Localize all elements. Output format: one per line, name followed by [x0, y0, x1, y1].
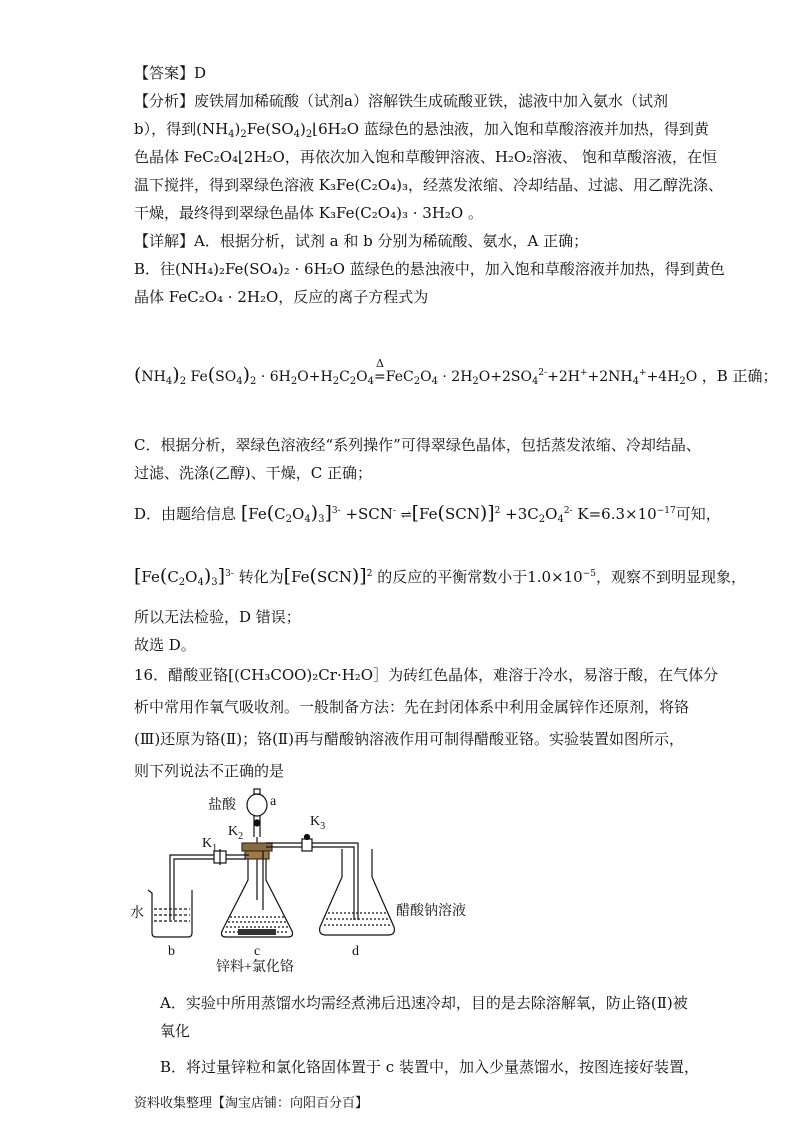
- apparatus-diagram: [130, 785, 490, 975]
- answer-value: D: [194, 64, 207, 82]
- threshold-exponent: −5: [582, 569, 597, 579]
- detail-text-a: A．根据分析，试剂 a 和 b 分别为稀硫酸、氨水，A 正确；: [194, 232, 589, 250]
- detail-text-d1a: D．由题给信息: [134, 505, 237, 523]
- q16-line-3: (Ⅲ)还原为铬(Ⅱ)；铬(Ⅱ)再与醋酸钠溶液作用可制得醋酸亚铬。实验装置如图所示，: [134, 730, 684, 748]
- label-zinc-chromium: 锌料+氯化铬: [216, 960, 294, 975]
- detail-text-d2b: 的反应的平衡常数小于1.0×10: [377, 568, 583, 586]
- k-exponent: −17: [656, 506, 676, 516]
- option-a-line-2: 氧化: [160, 1022, 191, 1040]
- formula-nh4-fe-so4: $(NH_4)_2Fe(SO_4)_2⌊$: [196, 120, 319, 140]
- detail-line-c1: C．根据分析，翠绿色溶液经“系列操作”可得翠绿色晶体，包括蒸发浓缩、冷却结晶、: [134, 436, 701, 454]
- answer-line: [134, 63, 206, 83]
- q16-line-1: 16．醋酸亚铬[(CH₃COO)₂Cr·H₂O］为砖红色晶体，难溶于冷水，易溶于酸，在气体分: [134, 666, 719, 684]
- equation-b-correct: ，B 正确；: [701, 367, 778, 385]
- answer-label: 【答案】: [134, 64, 195, 82]
- detail-line-a: [134, 231, 588, 251]
- conical-flask-d: [320, 849, 395, 935]
- analysis-text-2a: b），得到: [134, 120, 197, 138]
- label-k3: $K_3$: [310, 814, 326, 832]
- detail-line-b2: 晶体 FeC₂O₄ · 2H₂O，反应的离子方程式为: [134, 288, 429, 306]
- detail-text-d2a: 转化为: [238, 568, 284, 586]
- label-sodium-acetate: 醋酸钠溶液: [396, 904, 466, 919]
- analysis-text-2b: 6H₂O 蓝绿色的悬浊液，加入饱和草酸溶液并加热，得到黄: [318, 120, 709, 138]
- analysis-line-2: [134, 119, 709, 139]
- analysis-line-1: [134, 91, 668, 111]
- label-k1: $K_1$: [202, 836, 218, 854]
- q16-line-2: 析中常用作氧气吸收剂。一般制备方法：先在封闭体系中利用金属锌作还原剂，将铬: [134, 698, 690, 716]
- label-k2: $K_2$: [228, 824, 244, 842]
- analysis-text-1: 废铁屑加稀硫酸（试剂a）溶解铁生成硫酸亚铁，滤液中加入氨水（试剂: [194, 92, 668, 110]
- analysis-text-3a: 色晶体 FeC₂O₄: [134, 148, 239, 166]
- analysis-line-4: 温下搅拌，得到翠绿色溶液 K₃Fe(C₂O₄)₃，经蒸发浓缩、冷却结晶、过滤、用乙醇洗涤、: [134, 176, 723, 194]
- equilibrium-constant: K=6.3×10: [577, 505, 657, 523]
- dot-glyph: ⌊: [238, 148, 244, 166]
- label-c: c: [254, 944, 261, 959]
- label-water: 水: [130, 906, 144, 921]
- option-a-line-1: A．实验中所用蒸馏水均需经煮沸后迅速冷却，目的是去除溶解氧，防止铬(Ⅱ)被: [160, 994, 688, 1012]
- analysis-text-3b: 2H₂O，再依次加入饱和草酸钾溶液、H₂O₂溶液、 饱和草酸溶液，在恒: [243, 148, 718, 166]
- analysis-label: 【分析】: [134, 92, 195, 110]
- ionic-equation: $(NH_4)_2$ $Fe(SO_4)_2 \cdot 6H_2O+H_2C_2O_4$ Δ $=FeC_2O_4 \cdot 2H_2O+2SO_4^{2-}+2H^++2NH_4^++4H_2O$ ，B 正确；: [134, 357, 778, 387]
- option-b-line-1: B．将过量锌粒和氯化铬固体置于 c 装置中，加入少量蒸馏水，按图连接好装置，: [160, 1058, 699, 1076]
- detail-text-d1b: 可知，: [675, 505, 721, 523]
- label-hcl: 盐酸: [208, 798, 236, 813]
- detail-line-d1: D．由题给信息 $[Fe(C_2O_4)_3]^{3-} +SCN^-$ $\rightleftharpoons[Fe(SCN)]^2 +3C_2O_4^{2-}$ $K=6.3\times 10^{-17}$可知，: [134, 502, 721, 525]
- analysis-line-3: [134, 147, 717, 167]
- footer-source: 资料收集整理【淘宝店铺：向阳百分百】: [134, 1096, 369, 1111]
- detail-text-d2c: ，观察不到明显现象，: [596, 568, 747, 586]
- analysis-line-5: 干燥，最终得到翠绿色晶体 K₃Fe(C₂O₄)₃ · 3H₂O 。: [134, 204, 483, 222]
- detail-line-d3: 所以无法检验，D 错误；: [134, 608, 301, 626]
- q16-line-4: 则下列说法不正确的是: [134, 762, 285, 780]
- label-a: a: [270, 794, 277, 809]
- detail-line-c2: 过滤、洗涤(乙醇)、干燥，C 正确；: [134, 464, 372, 482]
- label-b: b: [168, 944, 175, 959]
- detail-line-d2: $[Fe(C_2O_4)_3]^{3-}$ 转化为$[Fe(SCN)]^2$ 的反应的平衡常数小于$1.0\times 10^{-5}$，观察不到明显现象，: [134, 565, 747, 588]
- detail-line-b1: B．往(NH₄)₂Fe(SO₄)₂ · 6H₂O 蓝绿色的悬浊液中，加入饱和草酸溶液并加热，得到黄色: [134, 260, 725, 278]
- flask-stopper: [242, 843, 272, 859]
- detail-line-d4: 故选 D。: [134, 636, 196, 654]
- label-d: d: [352, 944, 359, 959]
- detail-label: 【详解】: [134, 232, 195, 250]
